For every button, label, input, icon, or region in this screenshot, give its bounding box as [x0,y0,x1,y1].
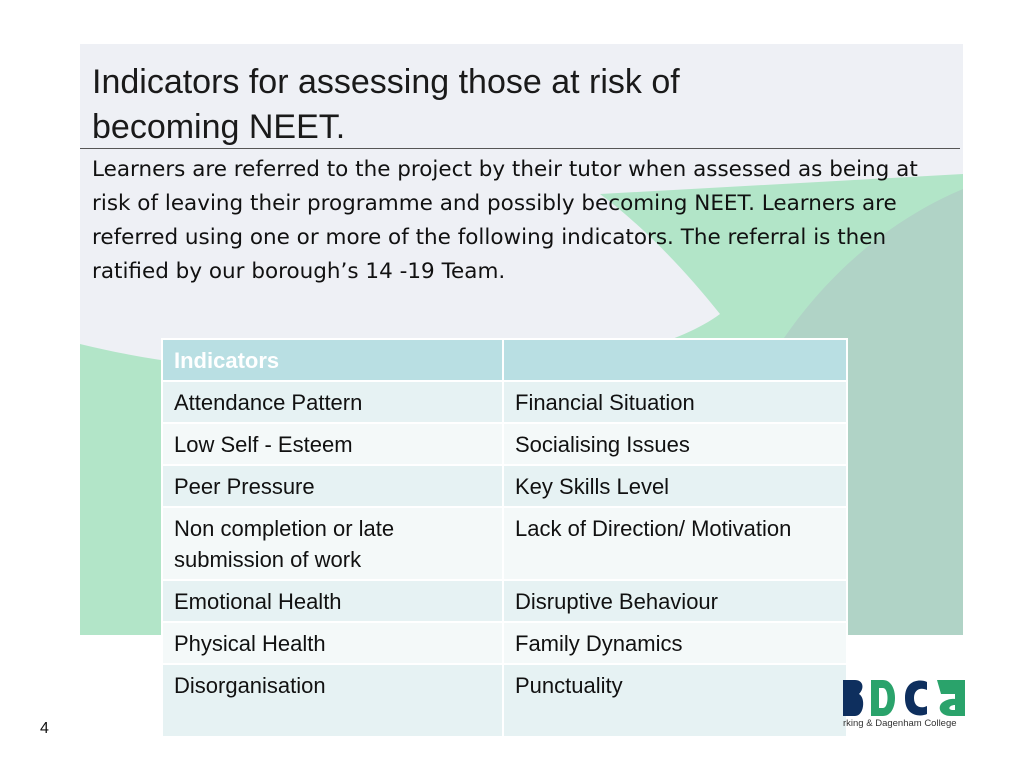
slide-title [92,60,952,150]
logo-letter-c [905,681,927,716]
indicators-table [161,338,848,738]
logo-caption: rking & Dagenham College [843,718,957,729]
table-row [162,664,847,737]
table-cell: Disorganisation [162,664,503,737]
slide-number: 4 [40,720,49,737]
intro-paragraph: Learners are referred to the project by their tutor when assessed as being at risk of leaving their programme and possibly becoming NEET. Learners are referred using one or more of the following indicators. The referral is then ratified by our borough’s 14 -19 Team. [92,157,918,284]
table-cell: Socialising Issues [503,423,847,465]
college-logo [843,680,967,732]
table-cell: Peer Pressure [162,465,503,507]
table-cell: Disruptive Behaviour [503,580,847,622]
table-cell: Key Skills Level [503,465,847,507]
logo-mark [843,680,967,716]
title-line-2: becoming NEET. [92,108,346,146]
table-row [162,423,847,465]
title-line-1: Indicators for assessing those at risk of [92,63,680,101]
table-header-cell: Indicators [162,339,503,381]
table-row [162,507,847,580]
table-header-row [162,339,847,381]
table-header-cell [503,339,847,381]
title-divider [80,148,960,149]
table-cell: Non completion or late submission of work [162,507,503,580]
table-cell: Emotional Health [162,580,503,622]
table-cell: Family Dynamics [503,622,847,664]
table-row [162,622,847,664]
table-cell: Financial Situation [503,381,847,423]
table-row [162,465,847,507]
table-row [162,580,847,622]
table-row [162,381,847,423]
table-cell: Punctuality [503,664,847,737]
logo-letter-d [871,680,895,716]
logo-letter-b [843,680,863,716]
table-cell: Attendance Pattern [162,381,503,423]
table-cell: Lack of Direction/ Motivation [503,507,847,580]
table-cell: Low Self - Esteem [162,423,503,465]
table-cell: Physical Health [162,622,503,664]
logo-letter-a [937,680,965,716]
